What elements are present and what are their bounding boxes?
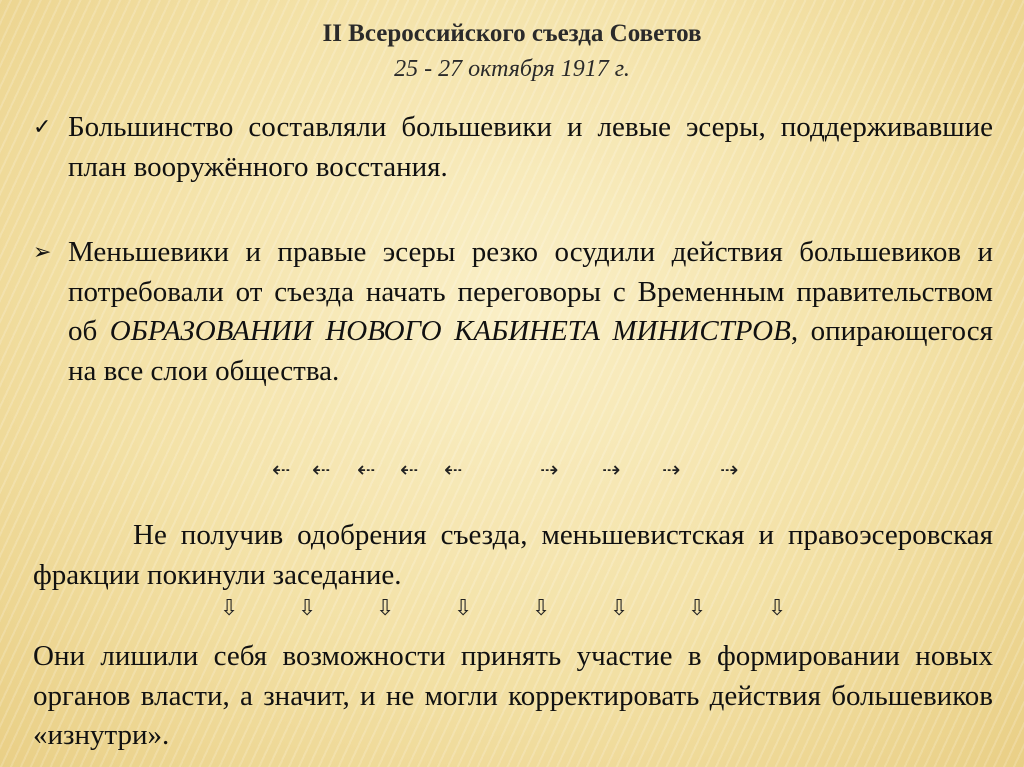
arrow-down-icon: ⇩: [454, 596, 473, 621]
arrow-down-icon: ⇩: [688, 596, 707, 621]
arrow-down-icon: ⇩: [220, 596, 239, 621]
arrow-down-icon: ⇩: [298, 596, 317, 621]
paragraph-text: Не получив одобрения съезда, меньшевистская и правоэсеровская фракции покинули заседание.: [33, 519, 993, 591]
arrow-left-icon: ⇠: [357, 458, 376, 483]
paragraph-consequence: Они лишили себя возможности принять участие в формировании новых органов власти, а значит, и не могли корректировать действия большевиков «изнутри».: [33, 640, 993, 751]
paragraph-walkout: [33, 516, 993, 595]
bullet-point-text: Большинство составляли большевики и левые эсеры, поддерживавшие план вооружённого восстания.: [68, 111, 993, 183]
bullet-point-majority: [33, 108, 993, 187]
text-before: Меньшевики и правые эсеры резко осудили действия большевиков и потребовали от съезда начать переговоры с Временным правительством об: [68, 236, 993, 347]
arrow-left-icon: ⇠: [272, 458, 291, 483]
arrow-bullet-icon: ➢: [33, 240, 52, 265]
arrow-left-icon: ⇠: [444, 458, 463, 483]
arrow-right-icon: ⇢: [720, 458, 739, 483]
arrow-left-icon: ⇠: [312, 458, 331, 483]
arrow-down-icon: ⇩: [376, 596, 395, 621]
arrow-down-icon: ⇩: [610, 596, 629, 621]
arrow-right-icon: ⇢: [540, 458, 559, 483]
arrows-row-horizontal: [272, 458, 772, 488]
bullet-point-mensheviks: [33, 233, 993, 391]
arrow-right-icon: ⇢: [662, 458, 681, 483]
slide-subtitle: 25 - 27 октября 1917 г.: [394, 56, 630, 82]
text-after: , опирающегося на все слои общества.: [68, 315, 993, 387]
arrow-left-icon: ⇠: [400, 458, 419, 483]
emphasized-text: ОБРАЗОВАНИИ НОВОГО КАБИНЕТА МИНИСТРОВ: [109, 315, 791, 347]
checkmark-icon: ✓: [33, 115, 52, 140]
arrows-row-down: [220, 596, 800, 626]
slide-title: II Всероссийского съезда Советов: [322, 20, 702, 47]
arrow-right-icon: ⇢: [602, 458, 621, 483]
bullet-point-text: [68, 233, 993, 391]
arrow-down-icon: ⇩: [768, 596, 787, 621]
arrow-down-icon: ⇩: [532, 596, 551, 621]
